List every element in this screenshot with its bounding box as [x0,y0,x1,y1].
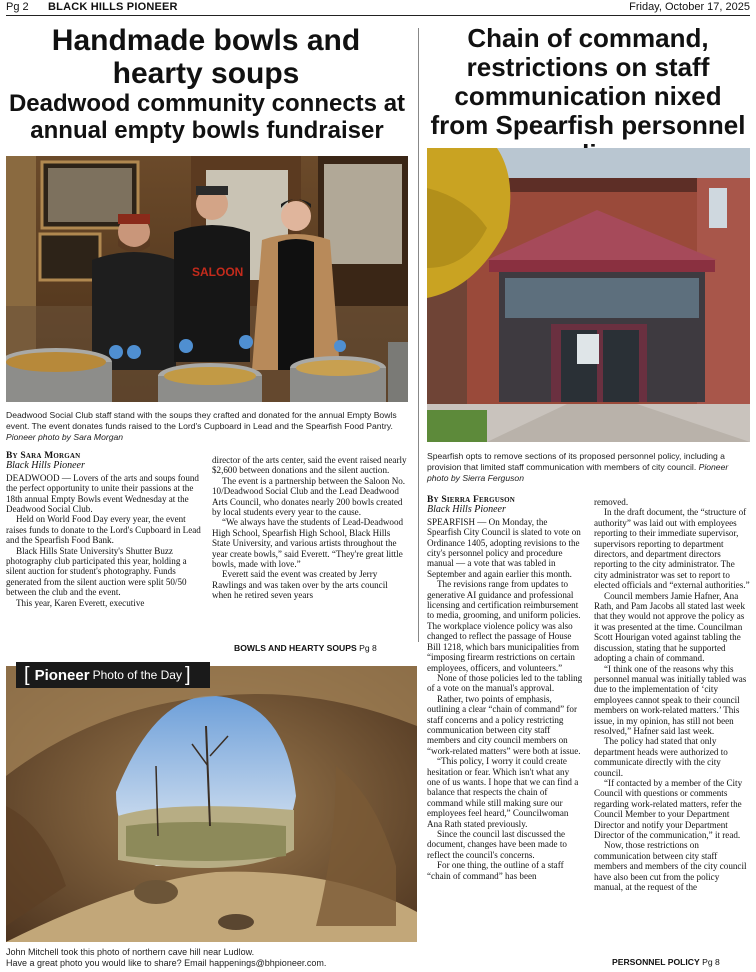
paragraph: Council members Jamie Hafner, Ana Rath, and Pam Jacobs all stated last week that they would not approve the policy as it was presented at the time. Councilman Scott Hourigan voted against tabling the discussion, stating that he supported adopting a chain of command. [594,590,746,664]
left-story-column-1 [6,451,202,608]
byline-org: Black Hills Pioneer [6,460,85,472]
paragraph: “This policy, I worry it could create hesitation or fear. Which isn't what any one of us wants. I hope that we can find a balance that respects the chain of command while still making sure our employees feel heard,” Councilwoman Ana Rath stated previously. [427,756,579,829]
paragraph: DEADWOOD — Lovers of the arts and soups found the perfect opportunity to unite their passions at the 18th annual Empty Bowls event Wednesday at the Deadwood Social Club. [6,472,199,515]
issue-date: Friday, October 17, 2025 [629,1,750,13]
paragraph: “If contacted by a member of the City Council with questions or comments regarding work-related matters, refer the Council Member to your Department Director and notify your Department Director of the communication,” it read. [594,777,743,840]
photo-credit: Pioneer photo by Sara Morgan [6,432,124,442]
paragraph: “I think one of the reasons why this personnel manual was initially tabled was due to the implementation of ‘city employees cannot speak to their council members on work-related matters.’ This issue, in my opinion, has still not been resolved,” Hafner said last week. [594,663,747,736]
bracket-close: ] [184,663,191,686]
paragraph: Rather, two points of emphasis, outlining a clear “chain of command” for staff concerns and a policy restricting communication between city staff members and city council members on “work-related matters” were both at issue. [427,693,581,756]
page-folio [6,0,750,16]
paragraph: SPEARFISH — On Monday, the Spearfish City Council is slated to vote on Ordinance 1405, adopting revisions to the city's personnel policy and procedure manual — a vote that was tabled in September and again earlier this month. [427,516,581,579]
city-hall-photo [427,148,750,442]
photo-of-the-day-caption: John Mitchell took this photo of northern cave hill near Ludlow. Have a great photo you would like to share? Email happenings@bhpioneer.com. [6,947,327,968]
paragraph: None of those policies led to the tabling of a vote on the manual's approval. [427,672,583,694]
column-divider [418,28,419,642]
paragraph: In the draft document, the “structure of authority” was laid out with employees reporting to their immediate supervisor, supervisors reporting to department directors, and department directors reporting to the city administrator. The city administrator was set to report to elected officials and “external authorities.” [594,507,750,591]
right-story-jump-link[interactable]: PERSONNEL POLICY Pg 8 [612,957,720,967]
soup-photo [6,156,408,402]
city-hall-photo-caption: Spearfish opts to remove sections of its proposed personnel policy, including a provision that limited staff communication with members of city council. Pioneer photo by Sierra Ferguson [427,451,729,483]
right-story-column-1 [427,495,583,881]
soup-photo-caption: Deadwood Social Club staff stand with the soups they crafted and donated for the annual Empty Bowls event. The event donates funds raised to the Lord's Cupboard in Lead and the Spearfish Food Pantry. Pioneer photo by Sara Morgan [6,410,397,442]
paragraph: Everett said the event was created by Jerry Rawlings and was taken over by the arts council when he retired seven years [212,569,388,601]
svg-text:SALOON: SALOON [192,265,244,279]
byline: By Sierra Ferguson [427,495,516,505]
left-story-headline: Handmade bowls and hearty soups [51,24,361,90]
right-story-headline: Chain of command, restrictions on staff communication nixed from Spearfish personnel [430,23,746,140]
paragraph: This year, Karen Everett, executive [16,597,145,608]
left-story-jump-link[interactable]: BOWLS AND HEARTY SOUPS Pg 8 [234,643,377,653]
photo-of-the-day-banner [16,662,210,688]
paragraph: director of the arts center, said the event raised nearly $2,600 between donations and the silent auction. [212,455,407,476]
page-number: Pg 2 [6,1,29,13]
banner-brand: Pioneer [34,666,90,684]
byline: By Sara Morgan [6,451,81,461]
paragraph: “We always have the students of Lead-Deadwood High School, Spearfish High School, Black Hills State University, and various artists throughout the year create bowls,” said Everett. “They're great little bowls, made with love.” [212,517,404,570]
right-story-column-2 [594,497,750,892]
left-story-deck: Deadwood community connects at annual empty bowls fundraiser [8,90,406,144]
paragraph: For one thing, the outline of a staff “chain of command” has been [427,860,564,881]
bracket-open: [ [24,663,30,686]
newspaper-name: BLACK HILLS PIONEER [48,1,178,13]
photo-credit: Pioneer photo by Sierra Ferguson [427,462,729,483]
paragraph: Black Hills State University's Shutter Buzz photography club participated this year, holding a silent auction for student's photography. Funds generated from the silent auction were split 50/50 between the club and the event. [6,545,187,598]
paragraph: Now, those restrictions on communication between city staff members and members of the city council have also been cut from the policy manual, at the request of the [594,840,747,893]
three-people-with-soup-pots-photo [6,156,408,402]
byline-org: Black Hills Pioneer [427,504,506,516]
cave-opening-landscape-photo [6,663,417,942]
spearfish-city-hall-building-photo [427,148,750,442]
paragraph: The revisions range from updates to generative AI guidance and professional licensing and certification reimbursement to media, grooming, and uniform policies. The workplace violence policy was also changed to reflect the passage of House Bill 1218, which bars municipalities from “imposing firearm restrictions on certain employees, officers, and volunteers.” [427,579,581,673]
left-story-column-2 [212,455,408,601]
photo-of-the-day [6,663,417,942]
paragraph: removed. [594,497,629,507]
paragraph: Held on World Food Day every year, the event raises funds to donate to the Lord's Cupboard in Lead and the Spearfish Food Bank. [6,514,201,546]
paragraph: Since the council last discussed the document, changes have been made to reflect the council's concerns. [427,829,567,860]
paragraph: The event is a partnership between the Saloon No. 10/Deadwood Social Club and the Lead Deadwood Arts Council, who donates nearly 200 bowls created by local students every year to the cause. [212,475,406,518]
paragraph: The policy had stated that only department heads were authorized to communicate directly with the city council. [594,736,728,778]
banner-label: Photo of the Day [92,668,182,682]
